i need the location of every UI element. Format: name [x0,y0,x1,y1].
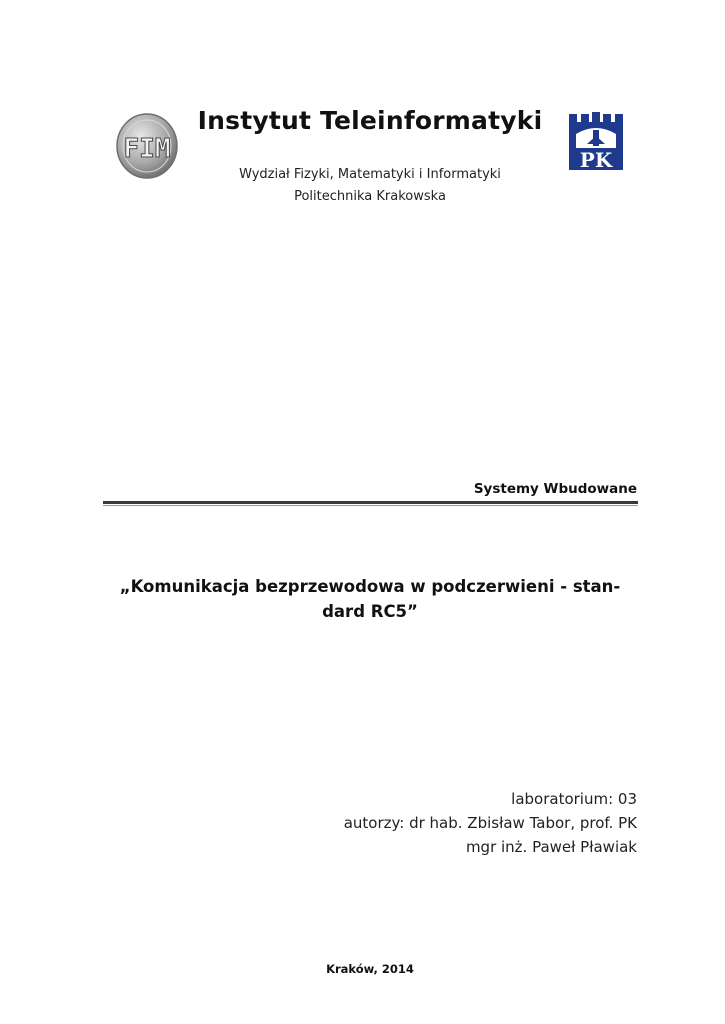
lab-number: laboratorium: 03 [511,790,637,808]
university-name: Politechnika Krakowska [294,189,446,204]
faculty-name: Wydział Fizyki, Matematyki i Informatyki [239,167,501,182]
authors-line: autorzy: dr hab. Zbisław Tabor, prof. PK [343,814,637,832]
place-and-year: Kraków, 2014 [326,962,414,976]
institute-name: Instytut Teleinformatyki [197,106,543,135]
document-title [100,574,640,624]
course-name: Systemy Wbudowane [473,481,637,497]
divider-thin [103,505,638,506]
title-line-1: „Komunikacja bezprzewodowa w podczerwieni - stan- [119,577,621,596]
second-author: mgr inż. Paweł Pławiak [465,838,637,856]
pk-logo-text: PK [579,148,613,172]
divider-thick [103,501,638,504]
title-line-2: dard RC5” [322,602,418,621]
fim-logo-text: FIM [123,134,171,164]
